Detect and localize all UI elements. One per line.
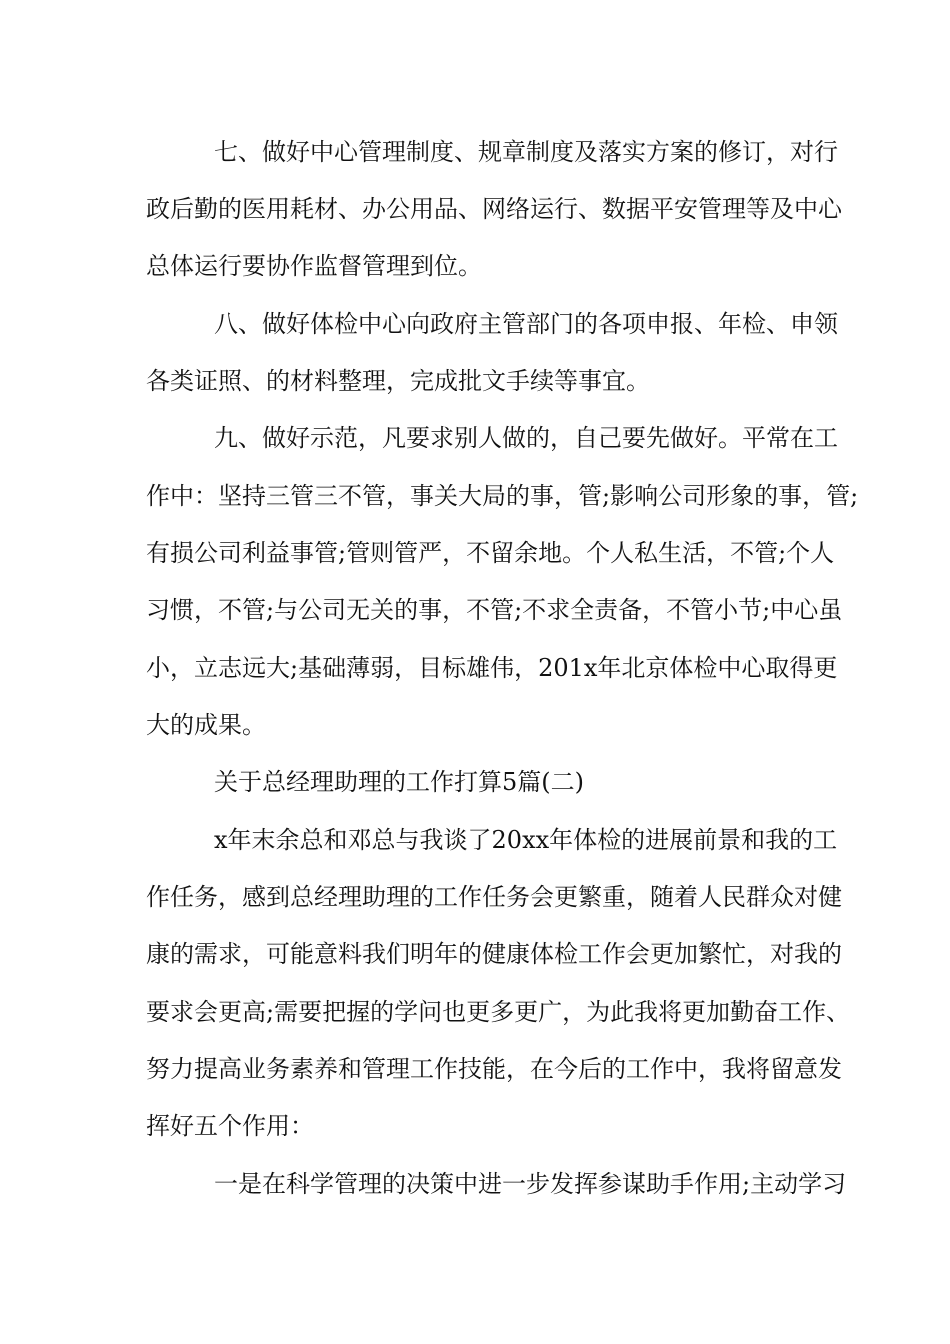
paragraph-7-line-1: 七、做好中心管理制度、规章制度及落实方案的修订，对行 [214, 138, 838, 166]
paragraph-9-line-1: 九、做好示范，凡要求别人做的，自己要先做好。平常在工 [214, 424, 838, 452]
paragraph-8-line-1: 八、做好体检中心向政府主管部门的各项申报、年检、申领 [214, 310, 838, 338]
paragraph-9-line-6: 大的成果。 [146, 711, 266, 739]
paragraph-9-line-2: 作中：坚持三管三不管，事关大局的事，管;影响公司形象的事，管; [146, 482, 859, 510]
paragraph-intro-line-6: 挥好五个作用： [146, 1112, 314, 1140]
paragraph-9-line-4: 习惯，不管;与公司无关的事，不管;不求全责备，不管小节;中心虽 [146, 596, 843, 624]
paragraph-7-line-3: 总体运行要协作监督管理到位。 [146, 252, 482, 280]
paragraph-9-line-3: 有损公司利益事管;管则管严，不留余地。个人私生活，不管;个人 [146, 539, 835, 567]
paragraph-7-line-2: 政后勤的医用耗材、办公用品、网络运行、数据平安管理等及中心 [146, 195, 842, 223]
section-heading: 关于总经理助理的工作打算5篇(二) [214, 768, 584, 796]
paragraph-intro-line-2: 作任务，感到总经理助理的工作任务会更繁重，随着人民群众对健 [146, 883, 842, 911]
paragraph-intro-line-1: x年末余总和邓总与我谈了20xx年体检的进展前景和我的工 [214, 826, 838, 854]
paragraph-8-line-2: 各类证照、的材料整理，完成批文手续等事宜。 [146, 367, 650, 395]
paragraph-intro-line-3: 康的需求，可能意料我们明年的健康体检工作会更加繁忙，对我的 [146, 940, 842, 968]
paragraph-intro-line-4: 要求会更高;需要把握的学问也更多更广，为此我将更加勤奋工作、 [146, 998, 851, 1026]
paragraph-intro-line-5: 努力提高业务素养和管理工作技能，在今后的工作中，我将留意发 [146, 1055, 842, 1083]
paragraph-one-line-1: 一是在科学管理的决策中进一步发挥参谋助手作用;主动学习 [214, 1170, 847, 1198]
paragraph-9-line-5: 小，立志远大;基础薄弱，目标雄伟，201x年北京体检中心取得更 [146, 654, 838, 682]
